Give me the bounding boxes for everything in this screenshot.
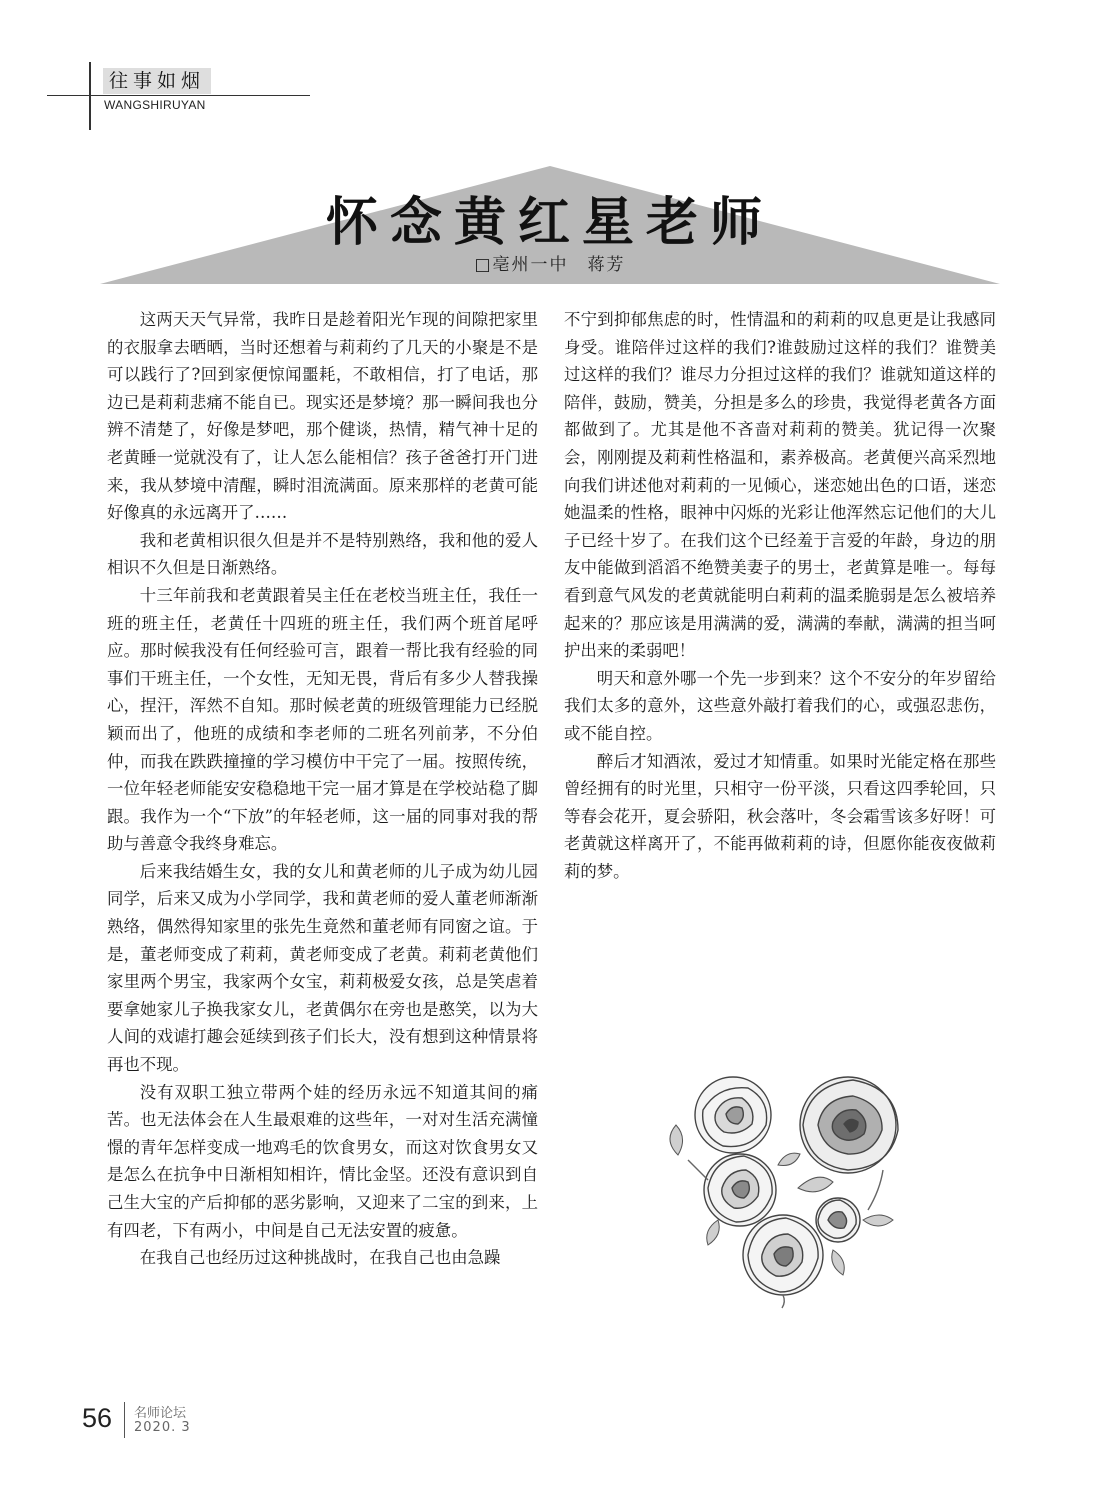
paragraph: 没有双职工独立带两个娃的经历永远不知道其间的痛苦。也无法体会在人生最艰难的这些年，一对对生活充满憧憬的青年怎样变成一地鸡毛的饮食男女，而这对饮食男女又是怎么在抗争中日渐相知相许，情比金坚。还没有意识到自己生大宝的产后抑郁的恶劣影响，又迎来了二宝的到来，上有四老，下有两小，中间是自己无法安置的疲惫。 <box>107 1082 538 1240</box>
body-column-left <box>107 306 538 1272</box>
paragraph-continued: 不宁到抑郁焦虑的时，性情温和的莉莉的叹息更是让我感同身受。谁陪伴过这样的我们?谁鼓励过这样的我们？谁赞美过这样的我们？谁尽力分担过这样的我们？谁就知道这样的陪伴，鼓励，赞美，分担是多么的珍贵，我觉得老黄各方面都做到了。尤其是他不吝啬对莉莉的赞美。犹记得一次聚会，刚刚提及莉莉性格温和，素养极高。老黄便兴高采烈地向我们讲述他对莉莉的一见倾心，迷恋她出色的口语，迷恋她温柔的性格，眼神中闪烁的光彩让他浑然忘记他们的大儿子已经十岁了。在我们这个已经羞于言爱的年龄，身边的朋友中能做到滔滔不绝赞美妻子的男士，老黄算是唯一。每每看到意气风发的老黄就能明白莉莉的温柔脆弱是怎么被培养起来的？那应该是用满满的爱，满满的奉献，满满的担当呵护出来的柔弱吧！ <box>564 310 996 661</box>
footer-divider <box>124 1402 125 1438</box>
article-title: 怀念黄红星老师 <box>325 192 774 253</box>
paragraph: 十三年前我和老黄跟着吴主任在老校当班主任，我任一班的班主任，老黄任十四班的班主任，我们两个班首尾呼应。那时候我没有任何经验可言，跟着一帮比我有经验的同事们干班主任，一个女性，无知无畏，背后有多少人替我操心，捏汗，浑然不自知。那时候老黄的班级管理能力已经脱颖而出了，他班的成绩和李老师的二班名列前茅，不分伯仲，而我在跌跌撞撞的学习模仿中干完了一届。按照传统，一位年轻老师能安安稳稳地干完一届才算是在学校站稳了脚跟。我作为一个“下放”的年轻老师，这一届的同事对我的帮助与善意令我终身难忘。 <box>107 585 538 854</box>
paragraph: 醉后才知酒浓，爱过才知情重。如果时光能定格在那些曾经拥有的时光里，只相守一份平淡，只看这四季轮回，只等春会花开，夏会骄阳，秋会落叶，冬会霜雪该多好呀！可老黄就这样离开了，不能再做莉莉的诗，但愿你能夜夜做莉莉的梦。 <box>564 751 996 881</box>
paragraph: 我和老黄相识很久但是并不是特别熟络，我和他的爱人相识不久但是日渐熟络。 <box>107 530 538 578</box>
paragraph: 这两天天气异常，我昨日是趁着阳光乍现的间隙把家里的衣服拿去晒晒，当时还想着与莉莉约了几天的小聚是不是可以践行了?回到家便惊闻噩耗，不敢相信，打了电话，那边已是莉莉悲痛不能自已。现实还是梦境？那一瞬间我也分辨不清楚了，好像是梦吧，那个健谈，热情，精气神十足的老黄睡一觉就没有了，让人怎么能相信？孩子爸爸打开门进来，我从梦境中清醒，瞬时泪流满面。原来那样的老黄可能好像真的永远离开了…… <box>107 310 538 523</box>
body-column-right <box>564 306 996 885</box>
rose-heart-illustration <box>658 1070 920 1310</box>
article-byline: □亳州一中 蒋芳 <box>474 255 626 275</box>
paragraph: 明天和意外哪一个先一步到来？这个不安分的年岁留给我们太多的意外，这些意外敲打着我们的心，或强忍悲伤，或不能自控。 <box>564 668 996 743</box>
column-vertical-rule <box>89 62 91 130</box>
paragraph: 后来我结婚生女，我的女儿和黄老师的儿子成为幼儿园同学，后来又成为小学同学，我和黄老师的爱人董老师渐渐熟络，偶然得知家里的张先生竟然和董老师有同窗之谊。于是，董老师变成了莉莉，黄老师变成了老黄。莉莉老黄他们家里两个男宝，我家两个女宝，莉莉极爱女孩，总是笑虐着要拿她家儿子换我家女儿，老黄偶尔在旁也是憨笑，以为大人间的戏谑打趣会延续到孩子们长大，没有想到这种情景将再也不现。 <box>107 861 538 1075</box>
column-pinyin: WANGSHIRUYAN <box>104 98 206 112</box>
column-horizontal-rule <box>47 95 310 96</box>
issue-date: 2020. 3 <box>134 1420 191 1435</box>
paragraph: 在我自己也经历过这种挑战时，在我自己也由急躁 <box>139 1248 501 1268</box>
magazine-name: 名师论坛 <box>134 1406 187 1421</box>
column-name: 往事如烟 <box>103 68 211 94</box>
page-number: 56 <box>82 1403 113 1433</box>
